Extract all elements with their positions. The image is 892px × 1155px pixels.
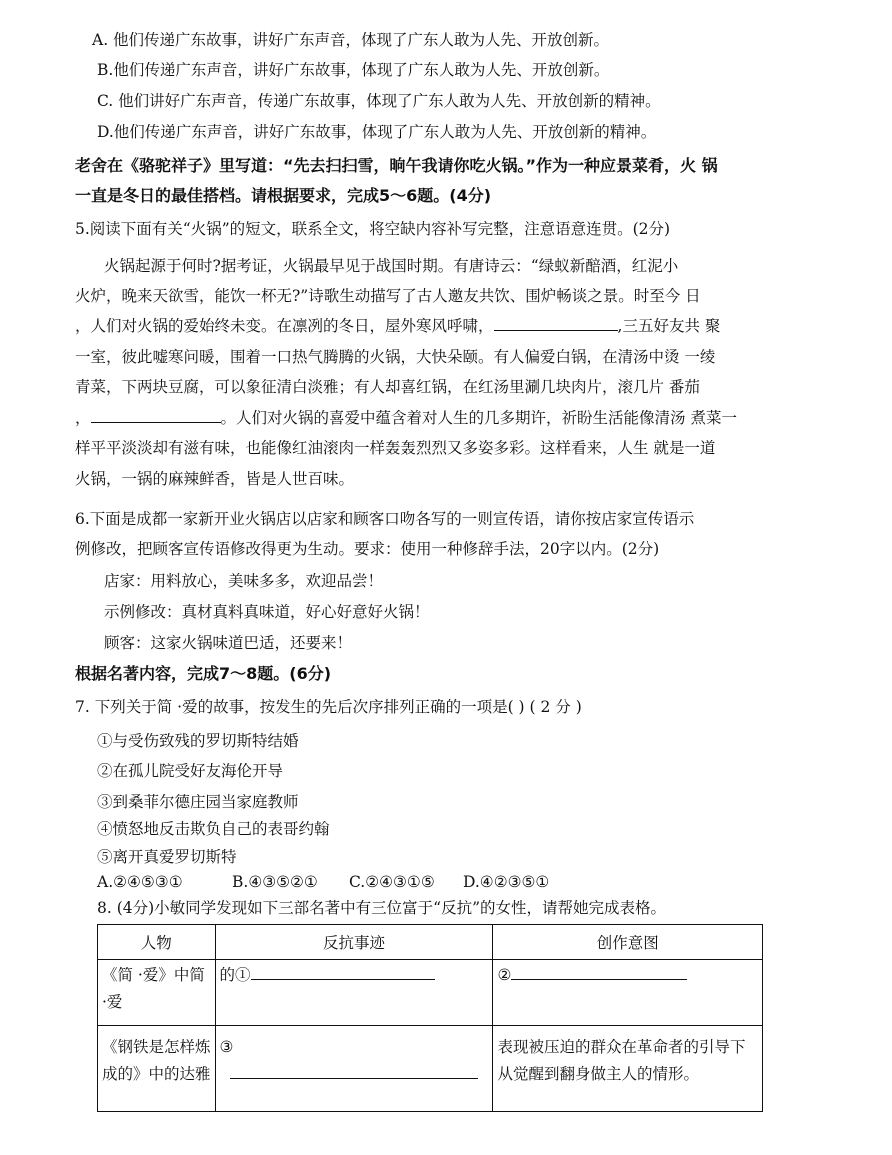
- answer-blank-4[interactable]: [511, 965, 687, 980]
- deed-cell[interactable]: [215, 1026, 493, 1112]
- event-item: ①与受伤致残的罗切斯特结婚: [97, 732, 299, 750]
- passage-line: [75, 408, 737, 428]
- deed-cell[interactable]: [215, 960, 493, 1026]
- passage-line: 火炉，晚来天欲雪，能饮一杯无?”诗歌生动描写了古人邀友共饮、围炉畅谈之景。时至今 日: [75, 287, 701, 305]
- passage-line: [75, 316, 720, 336]
- event-item: ④愤怒地反击欺负自己的表哥约翰: [97, 820, 330, 838]
- passage-text: ，人们对火锅的爱始终未变。在凛冽的冬日，屋外寒风呼啸，: [75, 317, 494, 335]
- table-row: [98, 960, 763, 1026]
- shop-slogan: 店家：用料放心，美味多多，欢迎品尝！: [104, 572, 384, 590]
- intent-cell[interactable]: [493, 960, 763, 1026]
- passage-text: 。人们对火锅的喜爱中蕴含着对人生的几多期许，祈盼生活能像清汤 煮菜一: [220, 409, 737, 427]
- cell-prefix: 的①: [219, 966, 251, 984]
- passage-line: 一室，彼此嘘寒问暖，围着一口热气腾腾的火锅，大快朵颐。有人偏爱白锅，在清汤中烫 一绫: [75, 348, 716, 366]
- section-intro-5-6-line1: 老舍在《骆驼祥子》里写道：“先去扫扫雪，晌午我请你吃火锅。”作为一种应景菜肴，火 锅: [75, 156, 718, 175]
- intent-cell: 表现被压迫的群众在革命者的引导下从觉醒到翻身做主人的情形。: [493, 1026, 763, 1112]
- answer-blank-3[interactable]: [251, 965, 435, 980]
- person-cell: 《钢铁是怎样炼成的》中的达雅: [98, 1026, 216, 1112]
- section-intro-7-8: 根据名著内容，完成7～8题。(6分): [75, 664, 332, 683]
- event-item: ⑤离开真爱罗切斯特: [97, 848, 237, 866]
- event-item: ②在孤儿院受好友海伦开导: [97, 762, 284, 780]
- answer-table: [97, 924, 763, 1112]
- section-intro-5-6-line2: 一直是冬日的最佳搭档。请根据要求，完成5～6题。(4分): [75, 186, 492, 205]
- table-row: [98, 1026, 763, 1112]
- person-cell: 《简 ·爱》中简 ·爱: [98, 960, 216, 1026]
- passage-text: ,三五好友共 聚: [617, 317, 721, 335]
- answer-blank-5[interactable]: [230, 1064, 478, 1079]
- cell-prefix: ③: [219, 1038, 234, 1056]
- passage-line: 样平平淡淡却有滋有味，也能像红油滚肉一样轰轰烈烈又多姿多彩。这样看来，人生 就是一道: [75, 439, 716, 457]
- option-d: D.④②③⑤①: [463, 873, 550, 891]
- question-6-stem-line1: 6.下面是成都一家新开业火锅店以店家和顾客口吻各写的一则宣传语，请你按店家宣传语示: [75, 510, 695, 528]
- option-b: B.④③⑤②①: [232, 873, 318, 891]
- header-deed: 反抗事迹: [215, 925, 493, 960]
- header-intent: 创作意图: [493, 925, 763, 960]
- customer-slogan: 顾客：这家火锅味道巴适，还要来！: [104, 634, 353, 652]
- question-5-stem: 5.阅读下面有关“火锅”的短文，联系全文，将空缺内容补写完整，注意语意连贯。(2分): [75, 220, 671, 238]
- passage-text: ，: [75, 409, 91, 427]
- option-c: C. 他们讲好广东声音，传递广东故事，体现了广东人敢为人先、开放创新的精神。: [97, 92, 661, 110]
- option-c: C.②④③①⑤: [349, 873, 435, 891]
- option-a: A.②④⑤③①: [97, 873, 183, 891]
- passage-line: 火锅，一锅的麻辣鲜香，皆是人世百味。: [75, 470, 355, 488]
- event-item: ③到桑菲尔德庄园当家庭教师: [97, 793, 299, 811]
- question-8-stem: 8. (4分)小敏同学发现如下三部名著中有三位富于“反抗”的女性，请帮她完成表格。: [97, 899, 667, 917]
- question-7-stem: 7. 下列关于简 ·爱的故事，按发生的先后次序排列正确的一项是( ) ( 2 分 ): [75, 698, 582, 716]
- table-header-row: [98, 925, 763, 960]
- cell-prefix: ②: [497, 966, 512, 984]
- question-6-stem-line2: 例修改，把顾客宣传语修改得更为生动。要求：使用一种修辞手法，20字以内。(2分): [75, 540, 660, 558]
- option-a: A. 他们传递广东故事，讲好广东声音，体现了广东人敢为人先、开放创新。: [92, 31, 610, 49]
- passage-line: 青菜，下两块豆腐，可以象征清白淡雅；有人却喜红锅，在红汤里涮几块肉片，滚几片 番茄: [75, 378, 700, 396]
- option-b: B.他们传递广东声音，讲好广东故事，体现了广东人敢为人先、开放创新。: [97, 61, 610, 79]
- header-person: 人物: [98, 925, 216, 960]
- passage-line: 火锅起源于何时?据考证，火锅最早见于战国时期。有唐诗云：“绿蚁新醅酒，红泥小: [104, 257, 679, 275]
- answer-blank-2[interactable]: [91, 408, 221, 423]
- answer-blank-1[interactable]: [494, 316, 618, 331]
- example-slogan: 示例修改：真材真料真味道，好心好意好火锅！: [104, 603, 430, 621]
- option-d: D.他们传递广东声音，讲好广东故事，体现了广东人敢为人先、开放创新的精神。: [97, 123, 657, 141]
